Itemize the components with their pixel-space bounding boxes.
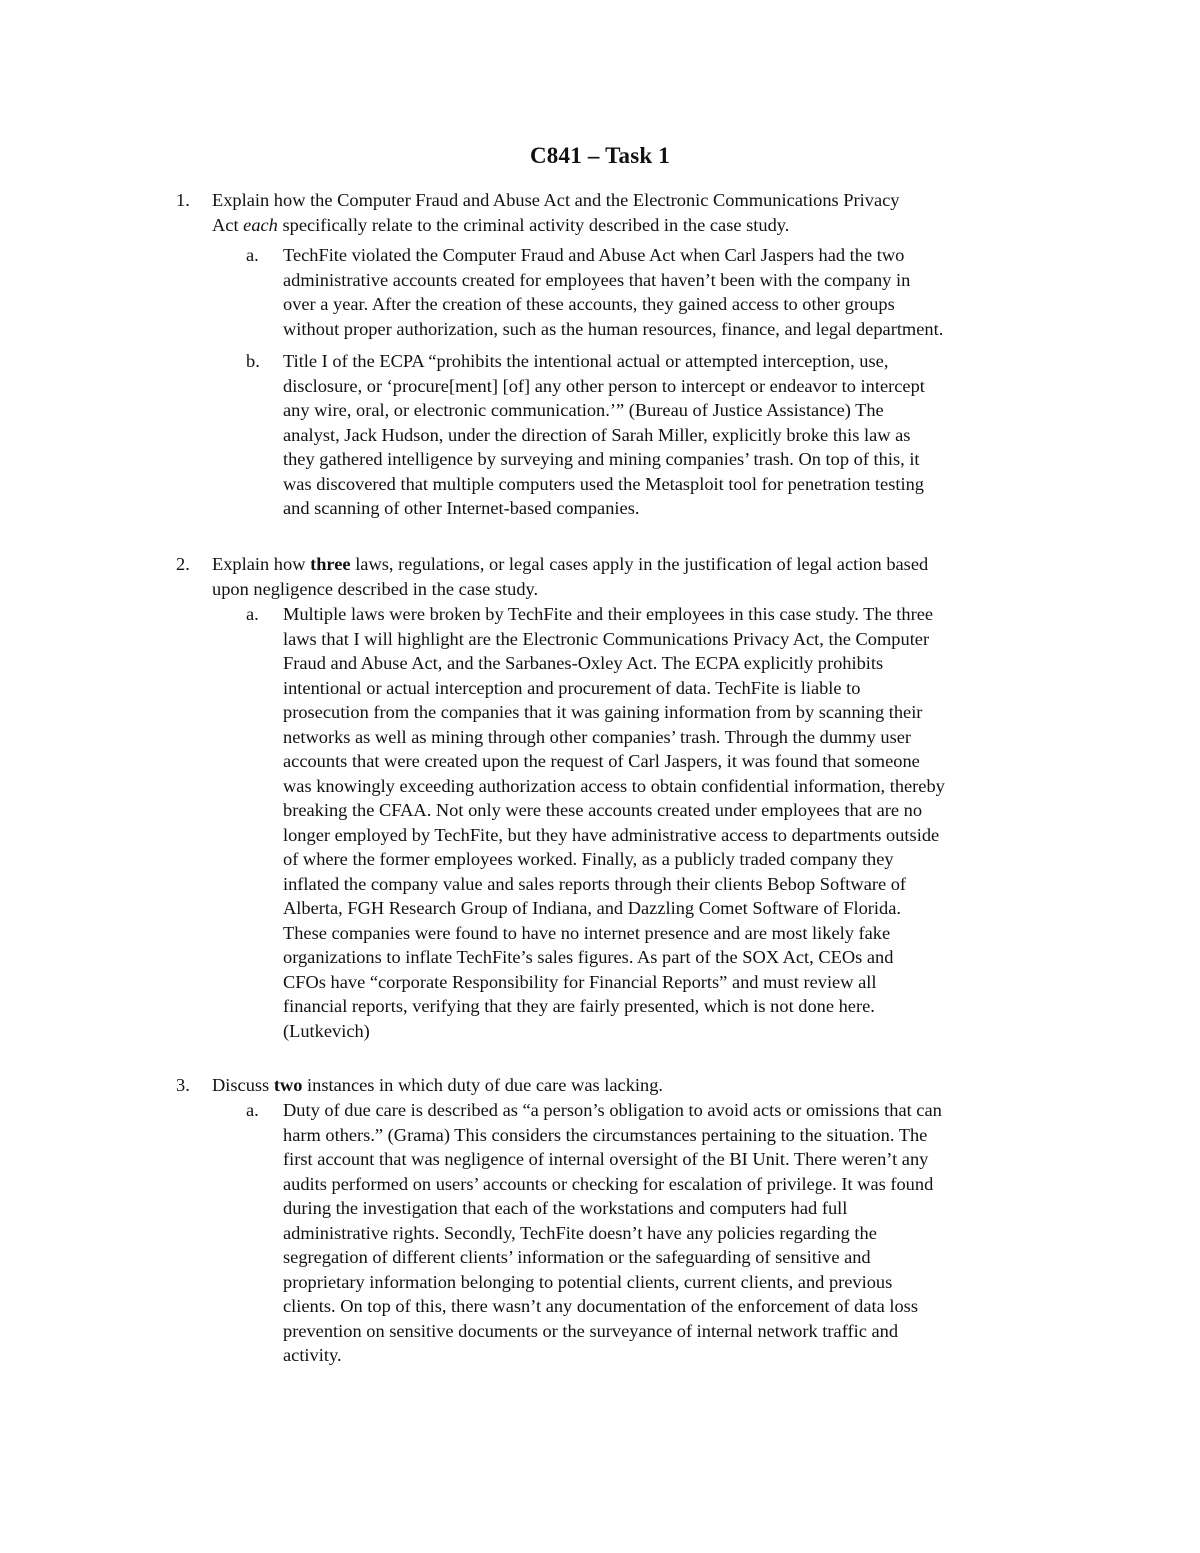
- answer-line: proprietary information belonging to potential clients, current clients, and previous: [283, 1271, 893, 1292]
- answer-line: they gathered intelligence by surveying and mining companies’ trash. On top of this, it: [283, 449, 920, 469]
- answer-line: breaking the CFAA. Not only were these accounts created under employees that are no: [283, 800, 923, 820]
- answer-line: prosecution from the companies that it was gaining information from by scanning their: [283, 702, 923, 722]
- answer-line: segregation of different clients’ information or the safeguarding of sensitive and: [283, 1247, 871, 1267]
- answer-line: CFOs have “corporate Responsibility for Financial Reports” and must review all: [283, 971, 877, 992]
- answer-letter: a.: [246, 1100, 259, 1120]
- emphasis-text: each: [243, 214, 278, 235]
- answer-line: These companies were found to have no internet presence and are most likely fake: [283, 922, 891, 943]
- answer-line: (Lutkevich): [283, 1020, 370, 1041]
- answer-line: intentional or actual interception and procurement of data. TechFite is liable to: [283, 677, 861, 698]
- answer-line: longer employed by TechFite, but they have administrative access to departments outside: [283, 824, 940, 845]
- answer-line: activity.: [283, 1345, 342, 1365]
- answer-line: Fraud and Abuse Act, and the Sarbanes-Oxley Act. The ECPA explicitly prohibits: [283, 653, 884, 673]
- answer-line: without proper authorization, such as the human resources, finance, and legal department.: [283, 318, 944, 339]
- answer-line: disclosure, or ‘procure[ment] [of] any other person to intercept or endeavor to intercept: [283, 375, 925, 396]
- answer-line: any wire, oral, or electronic communication.’” (Bureau of Justice Assistance) The: [283, 400, 884, 420]
- answer-1a: [283, 243, 1063, 341]
- answer-letter: a.: [246, 245, 259, 265]
- question-line: upon negligence described in the case study.: [212, 578, 539, 599]
- question-line: [212, 1073, 1042, 1098]
- answer-line: over a year. After the creation of these accounts, they gained access to other groups: [283, 294, 895, 314]
- question-text: Discuss: [212, 1075, 274, 1095]
- answer-line: of where the former employees worked. Finally, as a publicly traded company they: [283, 849, 894, 869]
- answer-line: clients. On top of this, there wasn’t any documentation of the enforcement of data loss: [283, 1296, 918, 1316]
- answer-line: during the investigation that each of the workstations and computers had full: [283, 1198, 848, 1218]
- answer-line: was discovered that multiple computers used the Metasploit tool for penetration testing: [283, 473, 924, 494]
- answer-line: Duty of due care is described as “a person’s obligation to avoid acts or omissions that can: [283, 1100, 942, 1120]
- answer-line: organizations to inflate TechFite’s sales figures. As part of the SOX Act, CEOs and: [283, 947, 894, 967]
- answer-letter: b.: [246, 351, 260, 371]
- question-2: [212, 552, 1042, 601]
- page-title: C841 – Task 1: [529, 143, 671, 168]
- answer-3a: [283, 1098, 1063, 1368]
- question-text: specifically relate to the criminal activity described in the case study.: [277, 214, 790, 235]
- answer-line: inflated the company value and sales reports through their clients Bebop Software of: [283, 873, 907, 894]
- answer-line: and scanning of other Internet-based companies.: [283, 498, 640, 518]
- question-text: Act: [212, 214, 244, 235]
- answer-line: prevention on sensitive documents or the surveyance of internal network traffic and: [283, 1320, 899, 1341]
- answer-line: Alberta, FGH Research Group of Indiana, and Dazzling Comet Software of Florida.: [283, 898, 901, 918]
- answer-line: Multiple laws were broken by TechFite and their employees in this case study. The three: [283, 604, 934, 624]
- question-text: laws, regulations, or legal cases apply in the justification of legal action based: [350, 554, 929, 574]
- answer-letter: a.: [246, 604, 259, 624]
- answer-line: TechFite violated the Computer Fraud and Abuse Act when Carl Jaspers had the two: [283, 245, 905, 265]
- bold-text: two: [273, 1075, 303, 1095]
- question-3: [212, 1073, 1042, 1098]
- question-line: [212, 552, 1042, 577]
- bold-text: three: [310, 554, 351, 574]
- question-line: [212, 213, 1042, 238]
- answer-line: administrative accounts created for employees that haven’t been with the company in: [283, 269, 911, 290]
- answer-line: financial reports, verifying that they are fairly presented, which is not done here.: [283, 996, 875, 1016]
- answer-line: administrative rights. Secondly, TechFite doesn’t have any policies regarding the: [283, 1222, 877, 1243]
- question-number: 1.: [176, 190, 190, 210]
- question-number: 2.: [176, 554, 190, 574]
- answer-line: laws that I will highlight are the Electronic Communications Privacy Act, the Computer: [283, 628, 930, 649]
- question-number: 3.: [176, 1075, 190, 1095]
- question-text: instances in which duty of due care was lacking.: [302, 1075, 663, 1095]
- answer-line: audits performed on users’ accounts or checking for escalation of privilege. It was found: [283, 1173, 934, 1194]
- answer-line: was knowingly exceeding authorization access to obtain confidential information, thereby: [283, 775, 945, 796]
- answer-line: analyst, Jack Hudson, under the direction of Sarah Miller, explicitly broke this law as: [283, 424, 911, 445]
- question-1: [212, 188, 1042, 237]
- question-line: Explain how the Computer Fraud and Abuse Act and the Electronic Communications Privacy: [212, 190, 900, 210]
- answer-line: harm others.” (Grama) This considers the circumstances pertaining to the situation. The: [283, 1124, 928, 1145]
- answer-line: Title I of the ECPA “prohibits the intentional actual or attempted interception, use,: [283, 351, 889, 371]
- answer-2a: [283, 602, 1063, 1043]
- answer-line: accounts that were created upon the request of Carl Jaspers, it was found that someone: [283, 751, 920, 771]
- question-text: Explain how: [212, 554, 311, 574]
- answer-line: networks as well as mining through other companies’ trash. Through the dummy user: [283, 726, 912, 747]
- answer-1b: [283, 349, 1063, 521]
- answer-line: first account that was negligence of internal oversight of the BI Unit. There weren’t any: [283, 1149, 929, 1169]
